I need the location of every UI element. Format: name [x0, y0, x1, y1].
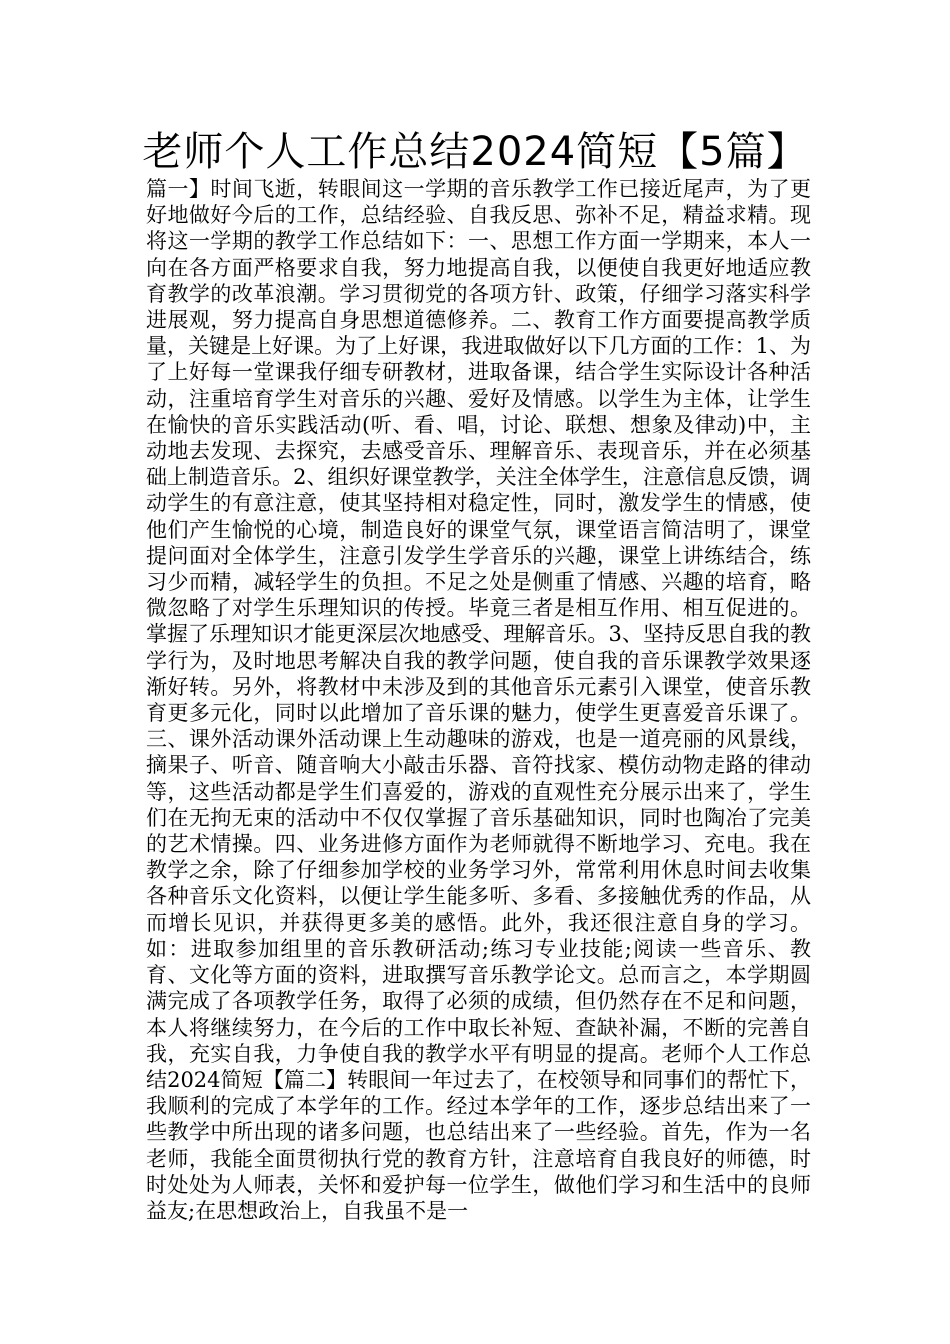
document-title: 老师个人工作总结2024简短【5篇】: [142, 129, 808, 175]
document-body: 篇一】时间飞逝，转眼间这一学期的音乐教学工作已接近尾声，为了更好地做好今后的工作，总结经验、自我反思、弥补不足，精益求精。现将这一学期的教学工作总结如下：一、思想工作方面一学期来，本人一向在各方面严格要求自我，努力地提高自我，以便使自我更好地适应教育教学的改革浪潮。学习贯彻党的各项方针、政策，仔细学习落实科学进展观，努力提高自身思想道德修养。二、教育工作方面要提高教学质量，关键是上好课。为了上好课，我进取做好以下几方面的工作：1、为了上好每一堂课我仔细专研教材，进取备课，结合学生实际设计各种活动，注重培育学生对音乐的兴趣、爱好及情感。以学生为主体，让学生在愉快的音乐实践活动(听、看、唱，讨论、联想、想象及律动)中，主动地去发现、去探究，去感受音乐、理解音乐、表现音乐，并在必须基础上制造音乐。2、组织好课堂教学，关注全体学生，注意信息反馈，调动学生的有意注意，使其坚持相对稳定性，同时，激发学生的情感，使他们产生愉悦的心境，制造良好的课堂气氛，课堂语言简洁明了，课堂提问面对全体学生，注意引发学生学音乐的兴趣，课堂上讲练结合，练习少而精，减轻学生的负担。不足之处是侧重了情感、兴趣的培育，略微忽略了对学生乐理知识的传授。毕竟三者是相互作用、相互促进的。掌握了乐理知识才能更深层次地感受、理解音乐。3、坚持反思自我的教学行为，及时地思考解决自我的教学问题，使自我的音乐课教学效果逐渐好转。另外，将教材中未涉及到的其他音乐元素引入课堂，使音乐教育更多元化，同时以此增加了音乐课的魅力，使学生更喜爱音乐课了。三、课外活动课外活动课上生动趣味的游戏，也是一道亮丽的风景线，摘果子、听音、随音响大小敲击乐器、音符找家、模仿动物走路的律动等，这些活动都是学生们喜爱的，游戏的直观性充分展示出来了，学生们在无拘无束的活动中不仅仅掌握了音乐基础知识，同时也陶冶了完美的艺术情操。四、业务进修方面作为老师就得不断地学习、充电。我在教学之余，除了仔细参加学校的业务学习外，常常利用休息时间去收集各种音乐文化资料，以便让学生能多听、多看、多接触优秀的作品，从而增长见识，并获得更多美的感悟。此外，我还很注意自身的学习。如：进取参加组里的音乐教研活动;练习专业技能;阅读一些音乐、教育、文化等方面的资料，进取撰写音乐教学论文。总而言之，本学期圆满完成了各项教学任务，取得了必须的成绩，但仍然存在不足和问题，本人将继续努力，在今后的工作中取长补短、查缺补漏，不断的完善自我，充实自我，力争使自我的教学水平有明显的提高。老师个人工作总结2024简短【篇二】转眼间一年过去了，在校领导和同事们的帮忙下，我顺利的完成了本学年的工作。经过本学年的工作，逐步总结出来了一些教学中所出现的诸多问题，也总结出来了一些经验。首先，作为一名老师，我能全面贯彻执行党的教育方针，注意培育自我良好的师德，时时处处为人师表，关怀和爱护每一位学生，做他们学习和生活中的良师益友;在思想政治上，自我虽不是一: [146, 177, 811, 1223]
